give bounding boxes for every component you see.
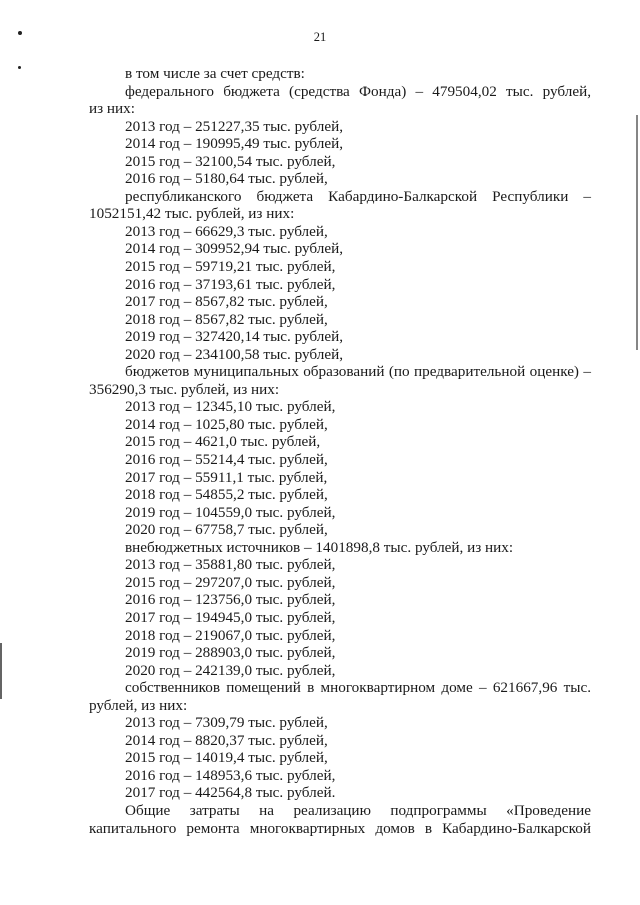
- year-line: 2016 год – 55214,4 тыс. рублей,: [125, 451, 328, 469]
- year-line: 2013 год – 12345,10 тыс. рублей,: [125, 398, 336, 416]
- section-tail: из них:: [89, 100, 135, 118]
- year-line: 2015 год – 4621,0 тыс. рублей,: [125, 433, 321, 451]
- year-line: 2013 год – 35881,80 тыс. рублей,: [125, 556, 336, 574]
- section-federal: [89, 83, 591, 188]
- year-line: 2019 год – 104559,0 тыс. рублей,: [125, 503, 336, 521]
- year-line: 2014 год – 190995,49 тыс. рублей,: [125, 135, 343, 153]
- year-line: 2017 год – 8567,82 тыс. рублей,: [125, 293, 328, 311]
- scan-edge-left: [0, 643, 2, 699]
- section-tail: рублей, из них:: [89, 696, 188, 714]
- section-tail: 356290,3 тыс. рублей, из них:: [89, 380, 280, 398]
- closing-paragraph: [89, 802, 591, 837]
- year-line: 2020 год – 234100,58 тыс. рублей,: [125, 345, 343, 363]
- scan-edge-right: [636, 115, 638, 350]
- section-owners: [89, 679, 591, 802]
- document-body: [89, 65, 591, 837]
- year-line: 2013 год – 66629,3 тыс. рублей,: [125, 222, 328, 240]
- year-line: 2019 год – 327420,14 тыс. рублей,: [125, 328, 343, 346]
- year-line: 2017 год – 442564,8 тыс. рублей.: [125, 784, 336, 802]
- year-line: 2016 год – 5180,64 тыс. рублей,: [125, 170, 328, 188]
- year-line: 2018 год – 219067,0 тыс. рублей,: [125, 626, 336, 644]
- year-line: 2018 год – 54855,2 тыс. рублей,: [125, 486, 328, 504]
- year-line: 2016 год – 123756,0 тыс. рублей,: [125, 591, 336, 609]
- section-head: бюджетов муниципальных образований (по предварительной оценке) –: [125, 363, 591, 381]
- section-tail: 1052151,42 тыс. рублей, из них:: [89, 205, 295, 223]
- section-municipal: [89, 363, 591, 538]
- section-republic: [89, 188, 591, 363]
- year-line: 2019 год – 288903,0 тыс. рублей,: [125, 644, 336, 662]
- section-head: республиканского бюджета Кабардино-Балкарской Республики –: [125, 187, 591, 205]
- section-extrabudget: [89, 539, 591, 679]
- year-line: 2018 год – 8567,82 тыс. рублей,: [125, 310, 328, 328]
- year-line: 2016 год – 148953,6 тыс. рублей,: [125, 766, 336, 784]
- year-line: 2015 год – 59719,21 тыс. рублей,: [125, 258, 336, 276]
- closing-line: капитального ремонта многоквартирных домов в Кабардино-Балкарской: [89, 819, 591, 837]
- year-line: 2017 год – 194945,0 тыс. рублей,: [125, 608, 336, 626]
- section-head: федерального бюджета (средства Фонда) – 479504,02 тыс. рублей,: [125, 82, 591, 100]
- closing-line: Общие затраты на реализацию подпрограммы «Проведение: [125, 801, 591, 819]
- page-number: 21: [313, 30, 327, 44]
- year-line: 2015 год – 14019,4 тыс. рублей,: [125, 749, 328, 767]
- year-line: 2013 год – 251227,35 тыс. рублей,: [125, 117, 343, 135]
- year-line: 2014 год – 8820,37 тыс. рублей,: [125, 731, 328, 749]
- year-line: 2013 год – 7309,79 тыс. рублей,: [125, 714, 328, 732]
- year-line: 2020 год – 242139,0 тыс. рублей,: [125, 661, 336, 679]
- year-line: 2015 год – 32100,54 тыс. рублей,: [125, 152, 336, 170]
- year-line: 2015 год – 297207,0 тыс. рублей,: [125, 573, 336, 591]
- intro-line: в том числе за счет средств:: [125, 65, 305, 82]
- year-line: 2014 год – 309952,94 тыс. рублей,: [125, 240, 343, 258]
- year-line: 2020 год – 67758,7 тыс. рублей,: [125, 521, 328, 539]
- scan-dot-small: [18, 66, 21, 69]
- year-line: 2017 год – 55911,1 тыс. рублей,: [125, 468, 328, 486]
- year-line: 2016 год – 37193,61 тыс. рублей,: [125, 275, 336, 293]
- section-head: внебюджетных источников – 1401898,8 тыс. рублей, из них:: [125, 538, 514, 556]
- section-head: собственников помещений в многоквартирном доме – 621667,96 тыс.: [125, 679, 591, 697]
- year-line: 2014 год – 1025,80 тыс. рублей,: [125, 415, 328, 433]
